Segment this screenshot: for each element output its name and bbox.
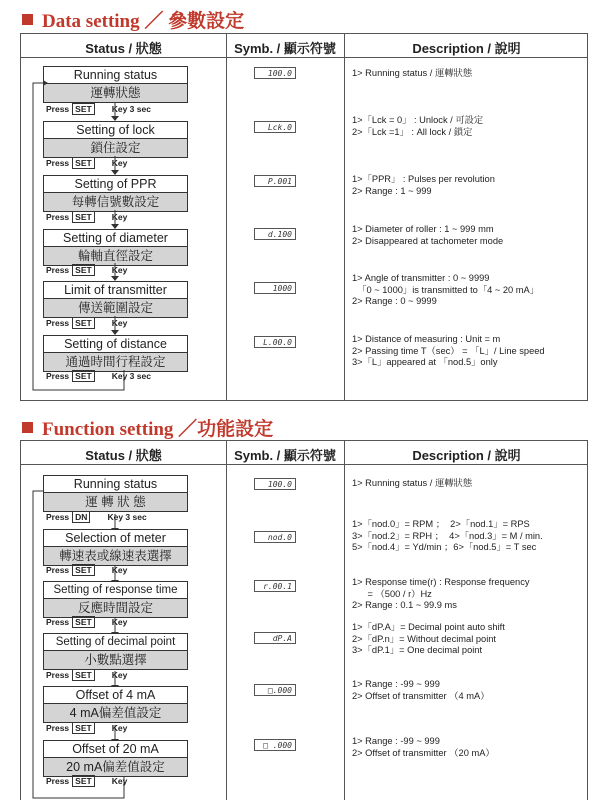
status-box-distance: Setting of distance 通過時間行程設定: [43, 335, 188, 372]
dn-key-icon: DN: [72, 511, 90, 523]
status-box-offset-4ma: Offset of 4 mA 4 mA偏差值設定: [43, 686, 188, 723]
lcd-symbol: P.001: [254, 175, 296, 187]
status-box-transmitter: Limit of transmitter 傳送範圍設定: [43, 281, 188, 318]
lcd-symbol: Lck.0: [254, 121, 296, 133]
row-description: 1> Diameter of roller : 1 ~ 999 mm 2> Disappeared at tachometer mode: [352, 224, 504, 246]
row-description: 1> Running status / 運轉狀態: [352, 68, 473, 78]
press-instruction: Press SET Key: [46, 158, 128, 168]
row-description: 1> Angle of transmitter : 0 ~ 9999 「0 ~ 1000」is transmitted to「4 ~ 20 mA」 2> Range : 0 ~ 9999: [352, 273, 540, 306]
press-instruction: Press SET Key: [46, 212, 128, 222]
section-title-function: Function setting ／功能設定: [22, 414, 273, 441]
row-description: 1> Response time(r) : Response frequency = （500 / r）Hz 2> Range : 0.1 ~ 99.9 ms: [352, 577, 530, 610]
set-key-icon: SET: [72, 722, 95, 734]
lcd-symbol: 100.0: [254, 478, 296, 490]
press-instruction: Press SET Key: [46, 318, 128, 328]
set-key-icon: SET: [72, 103, 95, 115]
press-instruction: Press SET Key 3 sec: [46, 371, 151, 381]
row-description: 1> Range : -99 ~ 999 2> Offset of transmitter （20 mA）: [352, 736, 495, 758]
status-box-ppr: Setting of PPR 每轉信號數設定: [43, 175, 188, 212]
header-symbol: Symb. / 顯示符號: [234, 41, 336, 56]
row-description: 1>「nod.0」= RPM ； 2>「nod.1」= RPS 3>「nod.2」= RPH ； 4>「nod.3」= M / min. 5>「nod.4」= Yd/min ；6>「nod.5」= T sec: [352, 519, 543, 552]
set-key-icon: SET: [72, 317, 95, 329]
lcd-symbol: dP.A: [254, 632, 296, 644]
row-description: 1> Distance of measuring : Unit = m 2> Passing time T（sec） = 「L」/ Line speed 3>「L」appeared at 「nod.5」only: [352, 334, 545, 367]
header-description: Description / 說明: [412, 41, 521, 56]
status-box-diameter: Setting of diameter 輪軸直徑設定: [43, 229, 188, 266]
press-instruction: Press SET Key 3 sec: [46, 104, 151, 114]
header-status: Status / 狀態: [85, 41, 162, 56]
press-instruction: Press SET Key: [46, 776, 128, 786]
press-instruction: Press SET Key: [46, 723, 128, 733]
press-instruction: Press SET Key: [46, 670, 128, 680]
lcd-symbol: r.00.1: [254, 580, 296, 592]
lcd-symbol: d.100: [254, 228, 296, 240]
press-instruction: Press DN Key 3 sec: [46, 512, 147, 522]
status-box-offset-20ma: Offset of 20 mA 20 mA偏差值設定: [43, 740, 188, 777]
status-box-lock: Setting of lock 鎖住設定: [43, 121, 188, 158]
row-description: 1> Running status / 運轉狀態: [352, 478, 473, 488]
row-description: 1> Range : -99 ~ 999 2> Offset of transmitter （4 mA）: [352, 679, 490, 701]
set-key-icon: SET: [72, 370, 95, 382]
lcd-symbol: □.000: [254, 684, 296, 696]
lcd-symbol: 100.0: [254, 67, 296, 79]
status-box-decimal-point: Setting of decimal point 小數點選擇: [43, 633, 188, 670]
set-key-icon: SET: [72, 264, 95, 276]
section-title-data: Data setting ／ 參數設定: [22, 6, 244, 33]
lcd-symbol: L.00.0: [254, 336, 296, 348]
header-description: Description / 說明: [412, 448, 521, 463]
lcd-symbol: 1000: [254, 282, 296, 294]
status-box-response-time: Setting of response time 反應時間設定: [43, 581, 188, 618]
table-header: [21, 441, 587, 465]
set-key-icon: SET: [72, 616, 95, 628]
press-instruction: Press SET Key: [46, 565, 128, 575]
set-key-icon: SET: [72, 564, 95, 576]
row-description: 1>「PPR」 : Pulses per revolution 2> Range : 1 ~ 999: [352, 174, 495, 196]
header-symbol: Symb. / 顯示符號: [234, 448, 336, 463]
press-instruction: Press SET Key: [46, 265, 128, 275]
set-key-icon: SET: [72, 669, 95, 681]
row-description: 1>「Lck = 0」 : Unlock / 可設定 2>「Lck =1」 : All lock / 鎖定: [352, 115, 484, 137]
row-description: 1>「dP.A」= Decimal point auto shift 2>「dP.n」= Without decimal point 3>「dP.1」= One decimal point: [352, 622, 505, 655]
set-key-icon: SET: [72, 775, 95, 787]
lcd-symbol: □ .000: [254, 739, 296, 751]
status-box-running: Running status 運 轉 狀 態: [43, 475, 188, 512]
press-instruction: Press SET Key: [46, 617, 128, 627]
set-key-icon: SET: [72, 211, 95, 223]
set-key-icon: SET: [72, 157, 95, 169]
header-status: Status / 狀態: [85, 448, 162, 463]
status-box-meter: Selection of meter 轉速表或線速表選擇: [43, 529, 188, 566]
lcd-symbol: nod.0: [254, 531, 296, 543]
square-bullet-icon: [22, 422, 33, 433]
status-box-running: Running status 運轉狀態: [43, 66, 188, 103]
